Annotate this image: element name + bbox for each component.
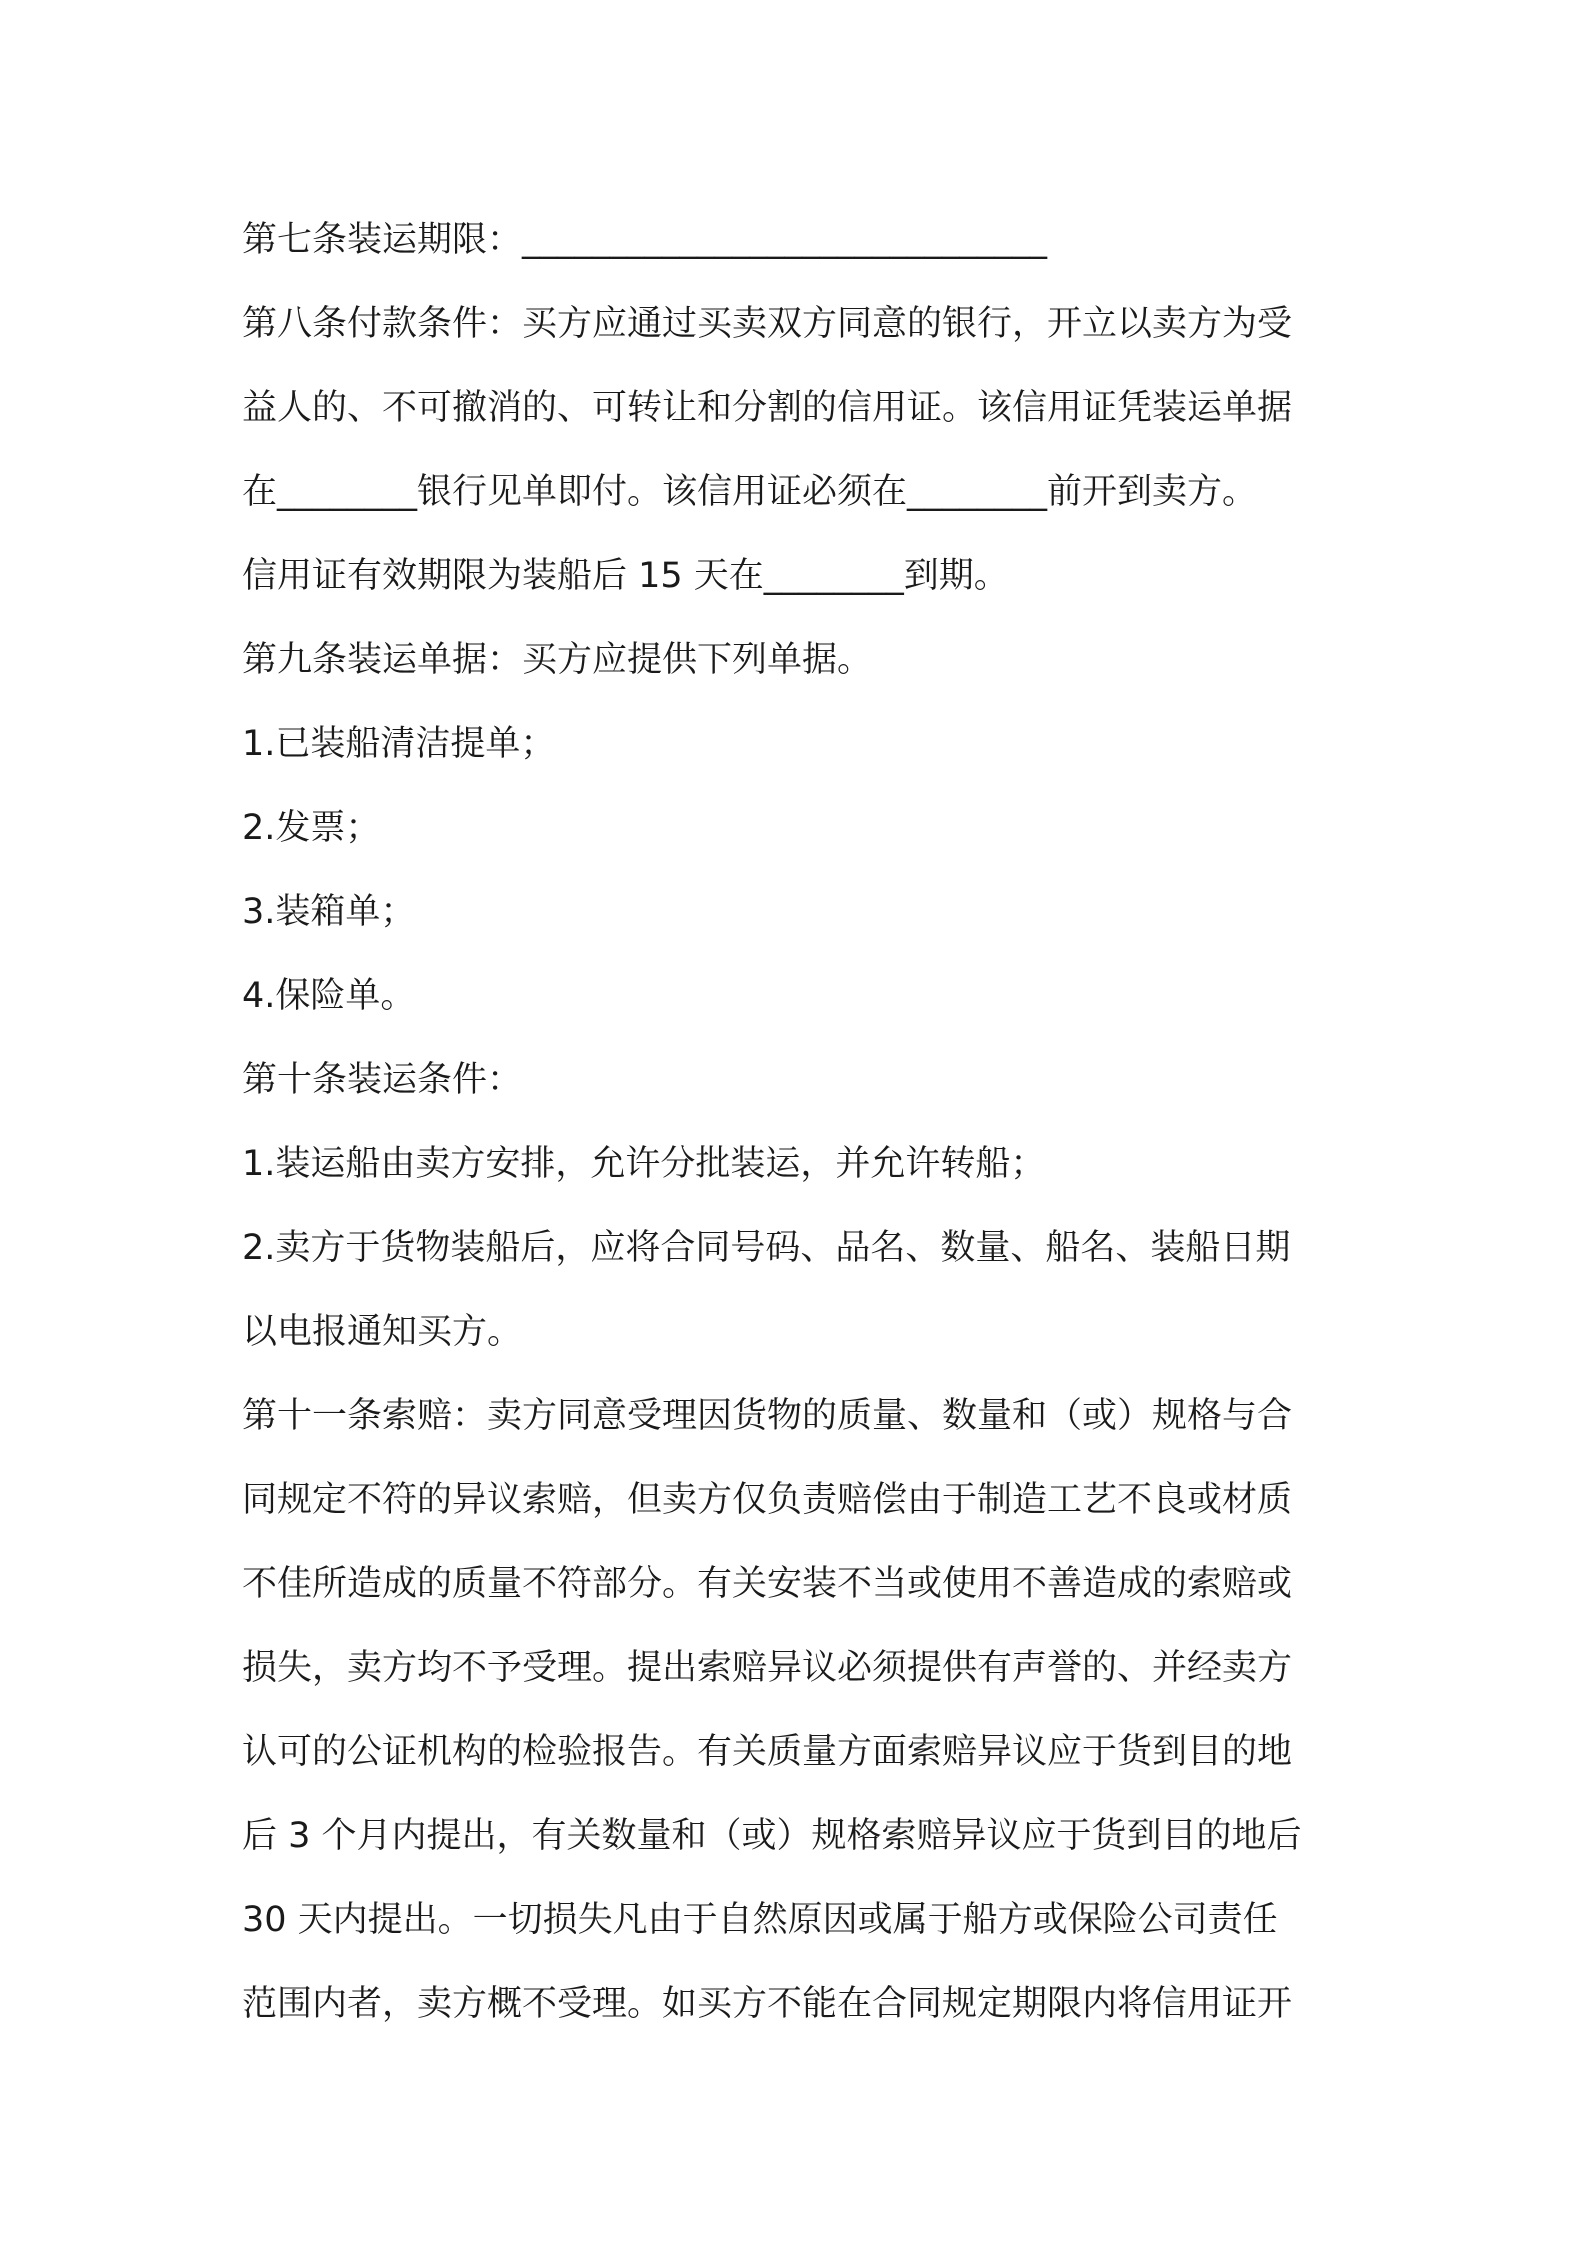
- article-10-shipment-terms: 第十条装运条件：: [242, 1060, 523, 1100]
- article-8-payment-line-2: 益人的、不可撤消的、可转让和分割的信用证。该信用证凭装运单据: [242, 388, 1293, 428]
- article-11-claims-line-4: 损失，卖方均不予受理。提出索赔异议必须提供有声誉的、并经卖方: [242, 1648, 1293, 1688]
- article-11-claims-line-3: 不佳所造成的质量不符部分。有关安装不当或使用不善造成的索赔或: [242, 1564, 1293, 1604]
- article-11-claims-line-1: 第十一条索赔：卖方同意受理因货物的质量、数量和（或）规格与合: [242, 1396, 1293, 1436]
- document-item-3: 3.装箱单；: [242, 892, 416, 932]
- article-11-claims-line-5: 认可的公证机构的检验报告。有关质量方面索赔异议应于货到目的地: [242, 1732, 1293, 1772]
- shipment-term-2-line-2: 以电报通知买方。: [242, 1312, 523, 1352]
- document-body: [242, 198, 1362, 2046]
- article-8-payment-line-4: 信用证有效期限为装船后 15 天在________到期。: [242, 556, 1009, 596]
- article-8-payment-line-3: 在________银行见单即付。该信用证必须在________前开到卖方。: [242, 472, 1258, 512]
- article-11-claims-line-6: 后 3 个月内提出，有关数量和（或）规格索赔异议应于货到目的地后: [242, 1816, 1302, 1856]
- article-7-shipment-period: 第七条装运期限：______________________________: [242, 220, 1048, 260]
- article-11-claims-line-7: 30 天内提出。一切损失凡由于自然原因或属于船方或保险公司责任: [242, 1900, 1278, 1940]
- article-11-claims-line-8: 范围内者，卖方概不受理。如买方不能在合同规定期限内将信用证开: [242, 1984, 1293, 2024]
- shipment-term-1: 1.装运船由卖方安排，允许分批装运，并允许转船；: [242, 1144, 1046, 1184]
- article-9-shipping-documents: 第九条装运单据：买方应提供下列单据。: [242, 640, 873, 680]
- article-11-claims-line-2: 同规定不符的异议索赔，但卖方仅负责赔偿由于制造工艺不良或材质: [242, 1480, 1293, 1520]
- article-8-payment-line-1: 第八条付款条件：买方应通过买卖双方同意的银行，开立以卖方为受: [242, 304, 1293, 344]
- shipment-term-2-line-1: 2.卖方于货物装船后，应将合同号码、品名、数量、船名、装船日期: [242, 1228, 1291, 1268]
- document-item-1: 1.已装船清洁提单；: [242, 724, 556, 764]
- document-item-2: 2.发票；: [242, 808, 381, 848]
- document-item-4: 4.保险单。: [242, 976, 416, 1016]
